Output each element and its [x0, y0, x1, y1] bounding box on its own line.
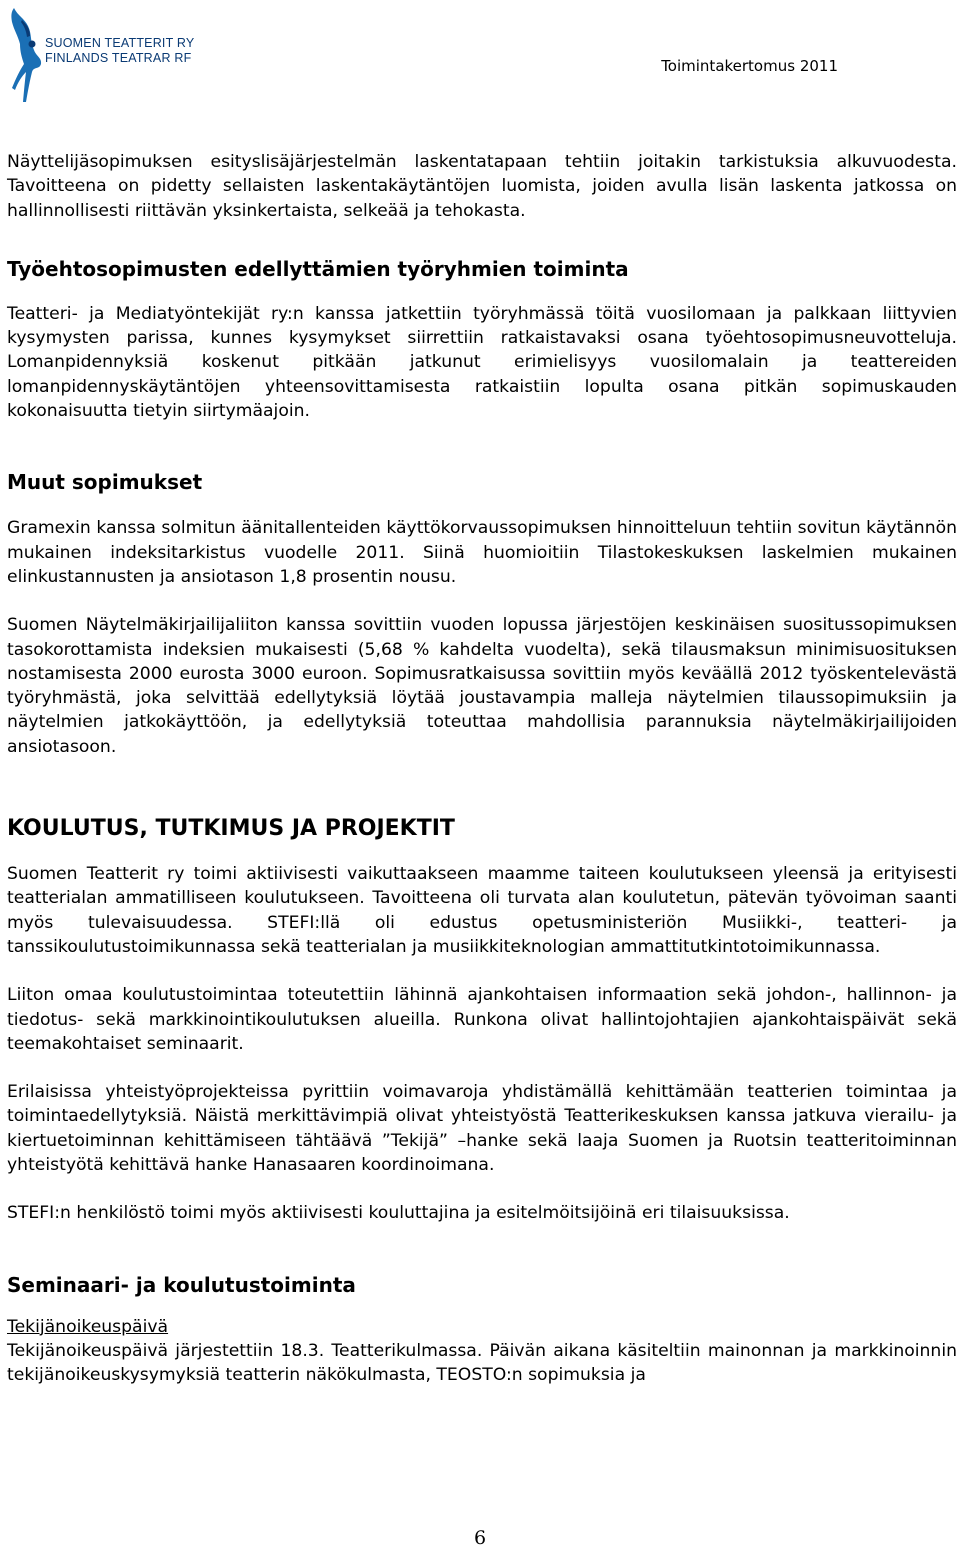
heading-seminaari: Seminaari- ja koulutustoiminta — [7, 1272, 356, 1297]
logo-text-line2: FINLANDS TEATRAR RF — [45, 51, 192, 65]
heading-muut-sopimukset: Muut sopimukset — [7, 470, 203, 495]
document-title: Toimintakertomus 2011 — [661, 57, 838, 75]
paragraph-naytelmakirjailijat: Suomen Näytelmäkirjailijaliiton kanssa sovittiin vuoden lopussa järjestöjen keskinäisen suositussopimuksen tasokorottamista indeksien mukaisesti (5,68 % kahdelta vuodelta), sekä tilausmaksun minimisuosituksen nostamisesta 2000 eurosta 3000 euroon. Sopimusratkaisussa sovittiin myös keväällä 2012 työskentelevästä työryhmästä, joka selvittää edellytyksiä löytää joustavampia malleja näytelmien tilaussopimuksiin ja näytelmien jatkokäyttöön, ja edellytyksiä toteuttaa mahdollisia parannuksia näytelmäkirjailijoiden ansiotasoon. — [7, 615, 957, 757]
paragraph-tyoryhmat: Teatteri- ja Mediatyöntekijät ry:n kanssa jatkettiin työryhmässä töitä vuosilomaan ja palkkaan liittyvien kysymysten parissa, kunnes kysymykset siirrettiin ratkaistavaksi osana työehtosopimusneuvotteluja. Lomanpidennyksiä koskenut pitkään jatkunut erimielisyys vuosilomalain ja teattereiden lomanpidennyskäytäntöjen yhteensovittamisesta ratkaistiin lopulta osana pitkän sopimuskauden kokonaisuutta tietyin siirtymäajoin. — [7, 303, 957, 422]
subheading-tekijanoikeuspaiva: Tekijänoikeuspäivä — [7, 1316, 169, 1337]
paragraph-koulutus-4: STEFI:n henkilöstö toimi myös aktiivisesti kouluttajina ja esitelmöitsijöinä eri tilaisuuksissa. — [7, 1203, 790, 1224]
paragraph-koulutus-3: Erilaisissa yhteistyöprojekteissa pyrittiin voimavaroja yhdistämällä kehittämään teatterien toimintaa ja toimintaedellytyksiä. Näistä merkittävimpiä olivat yhteistyöstä Teatterikeskuksen kanssa jatkuva vierailu- ja kiertuetoiminnan kehittämiseen tähtäävä ”Tekijä” –hanke sekä laaja Suomen ja Ruotsin teatteritoiminnan yhteistyötä kehittävä hanke Hanasaaren koordinoimana. — [7, 1082, 957, 1176]
page-number: 6 — [473, 1527, 487, 1549]
organization-logo — [8, 6, 195, 106]
main-content — [7, 150, 957, 1388]
paragraph-koulutus-1: Suomen Teatterit ry toimi aktiivisesti vaikuttaakseen maamme taiteen koulutukseen yleensä ja erityisesti teatterialan ammatilliseen koulutukseen. Tavoitteena oli turvata alan koulutetun, pätevän työvoiman saanti myös tulevaisuudessa. STEFI:llä oli edustus opetusministeriön Musiikki-, teatteri- ja tanssikoulutustoimikunnassa sekä teatterialan ja musiikkiteknologian ammattitutkintotoimikunnassa. — [7, 864, 957, 957]
heading-koulutus: KOULUTUS, TUTKIMUS JA PROJEKTIT — [7, 816, 455, 842]
paragraph-koulutus-2: Liiton omaa koulutustoimintaa toteutettiin lähinnä ajankohtaisen informaation sekä johdon-, hallinnon- ja tiedotus- sekä markkinointikoulutuksen alueilla. Runkona olivat hallintojohtajien ajankohtaispäivät sekä teemakohtaiset seminaarit. — [7, 985, 957, 1054]
heading-tyoryhmat: Työehtosopimusten edellyttämien työryhmien toiminta — [7, 256, 629, 281]
paragraph-gramex: Gramexin kanssa solmitun äänitallenteiden käyttökorvaussopimuksen hinnoitteluun tehtiin sovitun käytännön mukainen indeksitarkistus vuodelle 2011. Siinä huomioitiin Tilastokeskuksen laskelmien mukainen elinkustannusten ja ansiotason 1,8 prosentin nousu. — [7, 518, 957, 587]
logo-text-line1: SUOMEN TEATTERIT RY — [45, 36, 195, 50]
paragraph-tekijanoikeuspaiva: Tekijänoikeuspäivä järjestettiin 18.3. Teatterikulmassa. Päivän aikana käsiteltiin mainonnan ja markkinoinnin tekijänoikeuskysymyksiä teatterin näkökulmasta, TEOSTO:n sopimuksia ja — [7, 1340, 957, 1386]
paragraph-intro: Näyttelijäsopimuksen esityslisäjärjestelmän laskentatapaan tehtiin joitakin tarkistuksia alkuvuodesta. Tavoitteena on pidetty sellaisten laskentakäytäntöjen luomista, joiden avulla lisän laskenta jatkossa on hallinnollisesti riittävän yksinkertaista, selkeää ja tehokasta. — [7, 152, 957, 221]
dancer-figure-icon — [8, 6, 44, 106]
